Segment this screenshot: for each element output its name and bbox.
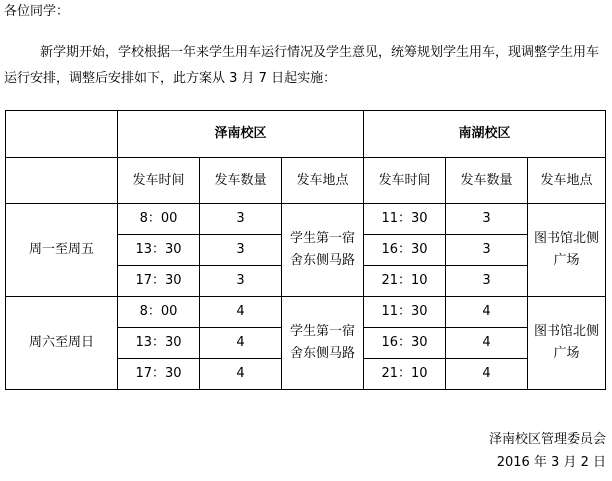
column-header: 发车地点	[528, 158, 606, 204]
nanhu-count: 4	[446, 328, 528, 359]
campus-header-nanhu: 南湖校区	[364, 111, 606, 158]
period-label: 周六至周日	[6, 297, 118, 390]
zenan-time: 13：30	[118, 235, 200, 266]
zenan-count: 3	[200, 204, 282, 235]
nanhu-count: 3	[446, 266, 528, 297]
greeting: 各位同学：	[4, 4, 70, 19]
nanhu-time: 16：30	[364, 235, 446, 266]
nanhu-time: 21：10	[364, 359, 446, 390]
zenan-count: 4	[200, 297, 282, 328]
zenan-count: 3	[200, 266, 282, 297]
zenan-time: 8：00	[118, 204, 200, 235]
table-row	[6, 204, 606, 235]
nanhu-count: 3	[446, 204, 528, 235]
nanhu-location: 图书馆北侧广场	[528, 297, 606, 390]
nanhu-count: 4	[446, 359, 528, 390]
nanhu-location: 图书馆北侧广场	[528, 204, 606, 297]
zenan-time: 17：30	[118, 359, 200, 390]
column-header: 发车时间	[364, 158, 446, 204]
signature-organization: 泽南校区管理委员会	[488, 432, 606, 447]
nanhu-count: 3	[446, 235, 528, 266]
zenan-count: 3	[200, 235, 282, 266]
column-header: 发车数量	[200, 158, 282, 204]
signature-date: 2016 年 3 月 2 日	[496, 455, 606, 470]
column-header: 发车数量	[446, 158, 528, 204]
nanhu-time: 21：10	[364, 266, 446, 297]
zenan-time: 13：30	[118, 328, 200, 359]
intro-paragraph: 新学期开始，学校根据一年来学生用车运行情况及学生意见，统筹规划学生用车，现调整学生用车运行安排，调整后安排如下，此方案从 3 月 7 日起实施：	[4, 45, 600, 86]
zenan-time: 17：30	[118, 266, 200, 297]
zenan-count: 4	[200, 328, 282, 359]
column-header: 发车时间	[118, 158, 200, 204]
corner-cell	[6, 111, 118, 158]
zenan-location: 学生第一宿舍东侧马路	[282, 297, 364, 390]
campus-header-zenan: 泽南校区	[118, 111, 364, 158]
nanhu-time: 11：30	[364, 297, 446, 328]
zenan-location: 学生第一宿舍东侧马路	[282, 204, 364, 297]
zenan-count: 4	[200, 359, 282, 390]
nanhu-count: 4	[446, 297, 528, 328]
zenan-time: 8：00	[118, 297, 200, 328]
blank-header-cell	[6, 158, 118, 204]
column-header: 发车地点	[282, 158, 364, 204]
period-label: 周一至周五	[6, 204, 118, 297]
nanhu-time: 11：30	[364, 204, 446, 235]
nanhu-time: 16：30	[364, 328, 446, 359]
table-row	[6, 297, 606, 328]
bus-schedule-table	[5, 110, 606, 390]
